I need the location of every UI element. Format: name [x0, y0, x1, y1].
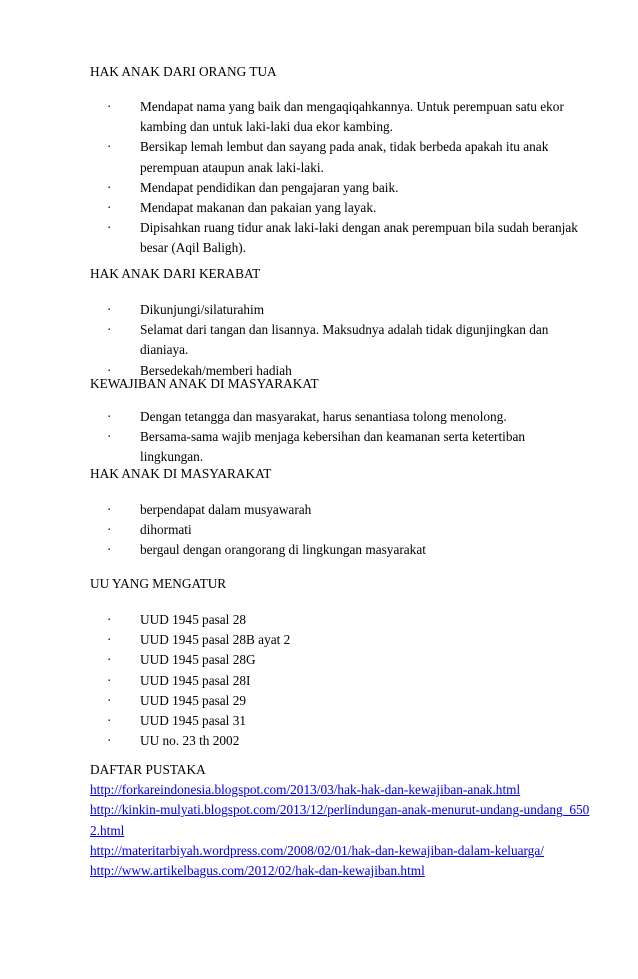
bullet-marker: · — [107, 302, 112, 317]
bullet-marker: · — [107, 692, 112, 708]
bullet-marker: · — [107, 179, 112, 195]
section-heading-hak-anak-dari-orang-tua: HAK ANAK DARI ORANG TUA — [90, 64, 277, 79]
bullet-marker: · — [107, 672, 112, 688]
list-item — [90, 218, 590, 258]
bullet-marker: · — [107, 200, 112, 216]
list-item-text: Dikunjungi/silaturahim — [140, 302, 265, 317]
list-item-text: UUD 1945 pasal 31 — [140, 713, 246, 729]
list-item-text: UU no. 23 th 2002 — [140, 733, 240, 749]
references-heading: DAFTAR PUSTAKA — [90, 762, 206, 777]
list-item-text: Bersedekah/memberi hadiah — [140, 362, 292, 378]
list-item — [90, 407, 590, 427]
list-item-text: Dipisahkan ruang tidur anak laki-laki dengan anak perempuan bila sudah beranjak besar (Aqil Baligh). — [140, 220, 578, 256]
bullet-marker: · — [107, 632, 112, 648]
bullet-marker: · — [107, 139, 112, 155]
bullet-marker: · — [107, 409, 112, 424]
bullet-marker: · — [107, 713, 112, 729]
list-item — [90, 178, 590, 198]
list-item-text: Bersikap lemah lembut dan sayang pada anak, tidak berbeda apakah itu anak perempuan ataupun anak laki-laki. — [140, 139, 549, 175]
list-item-text: Mendapat makanan dan pakaian yang layak. — [140, 200, 377, 216]
list-item-text: Mendapat pendidikan dan pengajaran yang baik. — [140, 179, 399, 195]
list-item-text: Bersama-sama wajib menjaga kebersihan dan keamanan serta ketertiban lingkungan. — [140, 429, 526, 465]
bullet-marker: · — [107, 99, 112, 114]
list-item-text: berpendapat dalam musyawarah — [140, 502, 312, 517]
list-item-text: UUD 1945 pasal 28G — [140, 652, 256, 668]
list-item-text: UUD 1945 pasal 29 — [140, 692, 246, 708]
list-item-text: UUD 1945 pasal 28I — [140, 672, 251, 688]
bullet-marker: · — [107, 322, 112, 338]
list-item — [90, 320, 590, 360]
section-heading-uu-yang-mengatur: UU YANG MENGATUR — [90, 576, 227, 591]
references-block — [90, 760, 590, 881]
bullet-marker: · — [107, 362, 112, 378]
list-item — [90, 691, 590, 711]
list-item — [90, 427, 590, 467]
bullet-marker: · — [107, 220, 112, 236]
bullet-marker: · — [107, 522, 112, 538]
reference-link[interactable]: http://forkareindonesia.blogspot.com/2013/03/hak-hak-dan-kewajiban-anak.html — [90, 782, 521, 798]
reference-link[interactable]: http://www.artikelbagus.com/2012/02/hak-dan-kewajiban.html — [90, 863, 425, 879]
list-item — [90, 630, 590, 650]
list-item — [90, 520, 590, 540]
bullet-list-uu-yang-mengatur — [90, 610, 590, 751]
reference-link[interactable]: http://kinkin-mulyati.blogspot.com/2013/12/perlindungan-anak-menurut-undang-undang_6502.html — [90, 802, 590, 838]
reference-link[interactable]: http://materitarbiyah.wordpress.com/2008/02/01/hak-dan-kewajiban-dalam-keluarga/ — [90, 842, 544, 858]
list-item-text: UUD 1945 pasal 28 — [140, 612, 246, 627]
list-item — [90, 731, 590, 751]
list-item — [90, 540, 590, 560]
list-item — [90, 610, 590, 630]
bullet-list-hak-anak-dari-orang-tua — [90, 97, 590, 259]
list-item — [90, 300, 590, 320]
section-heading-hak-anak-dari-kerabat: HAK ANAK DARI KERABAT — [90, 266, 261, 281]
list-item-text: bergaul dengan orangorang di lingkungan masyarakat — [140, 542, 426, 558]
bullet-marker: · — [107, 542, 112, 558]
bullet-marker: · — [107, 502, 112, 517]
list-item — [90, 500, 590, 520]
bullet-list-hak-anak-di-masyarakat — [90, 500, 590, 561]
bullet-marker: · — [107, 733, 112, 749]
bullet-list-kewajiban-anak-di-masyarakat — [90, 407, 590, 468]
list-item-text: UUD 1945 pasal 28B ayat 2 — [140, 632, 291, 648]
bullet-marker: · — [107, 612, 112, 627]
list-item — [90, 711, 590, 731]
list-item — [90, 198, 590, 218]
list-item — [90, 671, 590, 691]
bullet-marker: · — [107, 429, 112, 445]
list-item-text: Dengan tetangga dan masyarakat, harus senantiasa tolong menolong. — [140, 409, 507, 424]
list-item-text: Mendapat nama yang baik dan mengaqiqahkannya. Untuk perempuan satu ekor kambing dan untuk laki-laki dua ekor kambing. — [140, 99, 564, 135]
list-item-text: Selamat dari tangan dan lisannya. Maksudnya adalah tidak digunjingkan dan dianiaya. — [140, 322, 549, 358]
list-item — [90, 97, 590, 137]
section-heading-kewajiban-anak-di-masyarakat: KEWAJIBAN ANAK DI MASYARAKAT — [90, 376, 319, 391]
list-item — [90, 650, 590, 670]
section-heading-hak-anak-di-masyarakat: HAK ANAK DI MASYARAKAT — [90, 466, 272, 481]
list-item-text: dihormati — [140, 522, 192, 538]
bullet-marker: · — [107, 652, 112, 668]
bullet-list-hak-anak-dari-kerabat — [90, 300, 590, 381]
list-item — [90, 137, 590, 177]
